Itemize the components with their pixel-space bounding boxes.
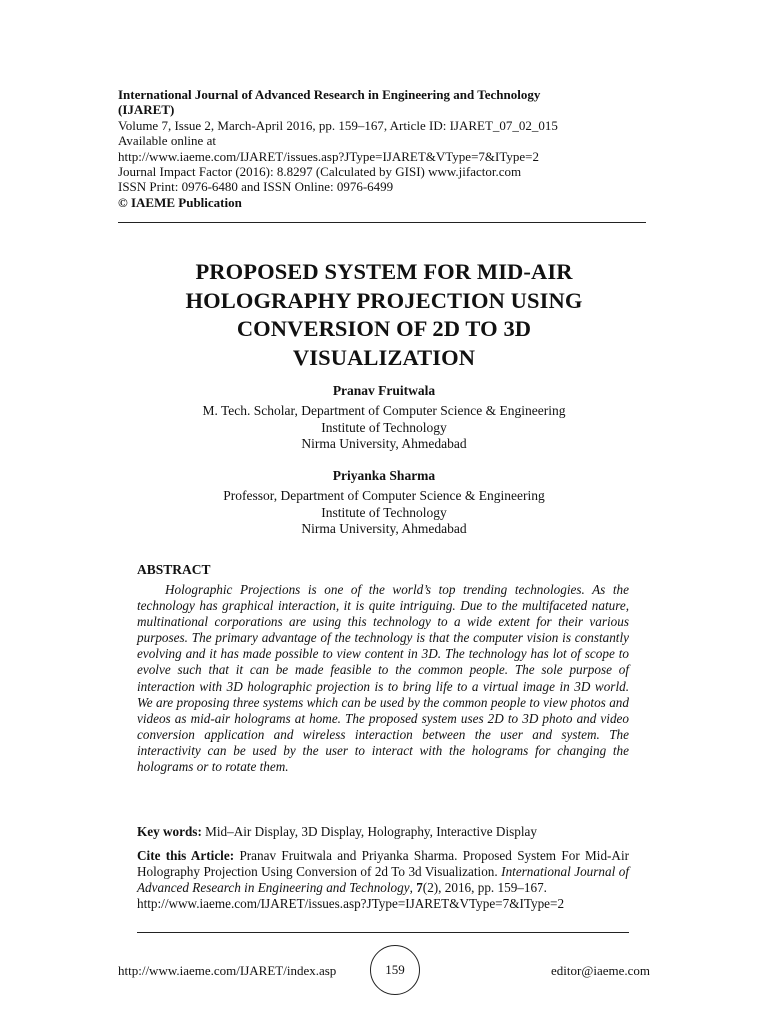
cite-journal: International Journal of Advanced Research in Engineering and Technology [137, 864, 629, 896]
header-divider [118, 222, 646, 223]
cite-label: Cite this Article: [137, 848, 235, 863]
author-block [120, 383, 648, 453]
title-line: HOLOGRAPHY PROJECTION USING [185, 287, 583, 313]
author-name: Priyanka Sharma [332, 468, 436, 483]
cite-separator: , [409, 880, 417, 896]
cite-authors-title: Pranav Fruitwala and Priyanka Sharma. Proposed System For Mid-Air Holography Projection Using Conversion of 2d To 3d Visualization. [137, 848, 630, 880]
author-role: Professor, Department of Computer Science & Engineering [223, 487, 545, 503]
author-institute: Institute of Technology [321, 504, 447, 520]
author-university: Nirma University, Ahmedabad [301, 521, 467, 537]
title-line: VISUALIZATION [292, 344, 476, 370]
cite-url[interactable]: http://www.iaeme.com/IJARET/issues.asp?JType=IJARET&VType=7&IType=2 [137, 896, 565, 912]
abstract-section [137, 562, 629, 775]
cite-volume: 7 [416, 880, 423, 896]
publisher: © IAEME Publication [118, 194, 242, 210]
citation-underline [137, 932, 629, 933]
volume-info: Volume 7, Issue 2, March-April 2016, pp. 159–167, Article ID: IJARET_07_02_015 [118, 117, 558, 133]
issn-info: ISSN Print: 0976-6480 and ISSN Online: 0976-6499 [118, 179, 394, 195]
keywords [137, 824, 629, 840]
journal-header [118, 87, 648, 210]
author-block [120, 468, 648, 538]
keywords-text: Mid–Air Display, 3D Display, Holography, Interactive Display [201, 824, 537, 839]
footer-email[interactable]: editor@iaeme.com [551, 963, 650, 978]
author-institute: Institute of Technology [321, 419, 447, 435]
page-number: 159 [385, 962, 405, 977]
page-number-circle [370, 945, 420, 995]
paper-title [120, 258, 648, 372]
author-name: Pranav Fruitwala [332, 383, 436, 398]
abstract-heading: ABSTRACT [137, 562, 211, 577]
title-line: CONVERSION OF 2D TO 3D [236, 316, 532, 341]
abstract-text: Holographic Projections is one of the world’s top trending technologies. As the technology has graphical interaction, it is quite intriguing. Due to the multifaceted nature, multinational corporations are using this technology to a wide extent for their various purposes. The primary advantage of the technology is that the computer vision is constantly evolving and it has made possible to view content in 3D. The technology has lot of scope to evolve such that it can be made feasible to the common people. The sole purpose of interaction with 3D holographic projection is to bring life to a virtual image in 3D world. We are proposing three systems which can be used by the common people to view photos and videos as mid-air holograms at home. The proposed system uses 2D to 3D photo and video conversion application and wireless interaction between the user and system. The interactivity can be used by the user to interact with the holograms for changing the holograms or to rotate them. [137, 582, 629, 775]
keywords-label: Key words: [137, 824, 202, 839]
footer-url[interactable]: http://www.iaeme.com/IJARET/index.asp [118, 963, 337, 978]
journal-name-line2: (IJARET) [118, 102, 175, 118]
author-university: Nirma University, Ahmedabad [301, 436, 467, 452]
journal-name-line1: International Journal of Advanced Research in Engineering and Technology [118, 87, 541, 102]
cite-details: (2), 2016, pp. 159–167. [422, 880, 547, 896]
citation [137, 848, 629, 912]
impact-factor: Journal Impact Factor (2016): 8.8297 (Calculated by GISI) www.jifactor.com [118, 164, 522, 180]
issue-url[interactable]: http://www.iaeme.com/IJARET/issues.asp?JType=IJARET&VType=7&IType=2 [118, 148, 539, 164]
author-role: M. Tech. Scholar, Department of Computer Science & Engineering [202, 402, 566, 418]
available-online-label: Available online at [118, 133, 216, 149]
title-line: PROPOSED SYSTEM FOR MID-AIR [195, 259, 573, 284]
